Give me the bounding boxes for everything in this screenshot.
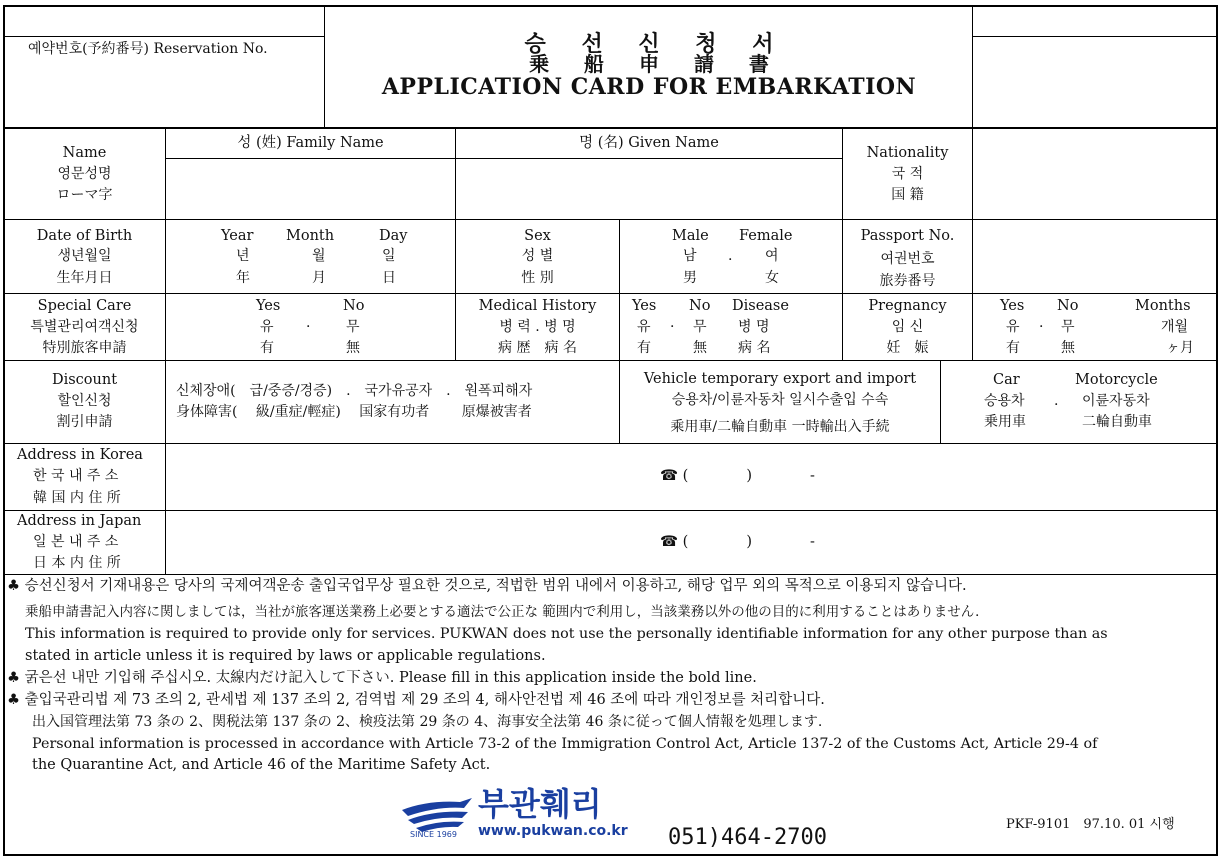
discount-options-ko: 신체장애( 급/중증/경증) . 국가유공자 . 원폭피해자 <box>176 383 533 399</box>
female-label-en: Female <box>739 228 793 244</box>
vehicle-separator: . <box>1054 393 1059 409</box>
special-care-label-en: Special Care <box>37 298 132 314</box>
disease-label-ja: 病 名 <box>738 340 771 356</box>
note-line: Personal information is processed in accordance with Article 73-2 of the Immigration Control Act, Article 137-2 of the Customs Act, Article 29-4 of <box>32 736 1098 752</box>
special-care-label-ko: 특별관리여객신청 <box>30 319 139 335</box>
male-label-en: Male <box>672 228 709 244</box>
disease-label-en: Disease <box>732 298 789 314</box>
no-label-en: No <box>343 298 365 314</box>
family-name-label: 성 (姓) Family Name <box>237 135 384 151</box>
company-since: SINCE 1969 <box>410 830 457 839</box>
yes-no-separator: · <box>306 319 311 335</box>
no-label-ja: 無 <box>346 340 360 356</box>
family-name-field[interactable] <box>166 159 455 219</box>
reservation-label: 예약번호(予約番号) Reservation No. <box>28 41 268 57</box>
address-japan-field[interactable] <box>166 511 656 574</box>
company-logo <box>398 786 638 846</box>
vehicle-label-ko: 승용차/이륜자동차 일시수출입 수속 <box>671 392 889 408</box>
medical-no-label-ja: 無 <box>693 340 707 356</box>
month-label-en: Month <box>286 228 335 244</box>
year-label-ko: 년 <box>236 248 250 264</box>
nationality-label-en: Nationality <box>866 145 949 161</box>
year-label-ja: 年 <box>236 270 250 286</box>
vehicle-label-ja: 乘用車/二輪自動車 一時輸出入手続 <box>670 419 890 435</box>
car-label-en: Car <box>993 372 1020 388</box>
pregnancy-selector[interactable] <box>973 294 1216 360</box>
months-label-ko: 개월 <box>1161 319 1189 335</box>
office-use-field[interactable] <box>973 37 1216 127</box>
passport-label-ja: 旅券番号 <box>879 273 936 289</box>
medical-separator: · <box>670 319 675 335</box>
medical-history-label-ja: 病 歴 病 名 <box>498 340 577 356</box>
note-line: This information is required to provide only for services. PUKWAN does not use the personally identifiable information for any other purpose than as <box>25 626 1108 642</box>
sex-selector[interactable] <box>620 220 842 293</box>
address-korea-label-ko: 한 국 내 주 소 <box>33 468 119 484</box>
medical-history-label-ko: 병 력 . 병 명 <box>499 319 576 335</box>
discount-label-en: Discount <box>51 372 118 388</box>
address-japan-phone[interactable]: ☎ ( ) - <box>660 534 815 550</box>
months-label-ja: ヶ月 <box>1166 340 1194 356</box>
car-label-ko: 승용차 <box>984 393 1025 409</box>
year-label-en: Year <box>221 228 254 244</box>
medical-no-label-en: No <box>689 298 711 314</box>
sex-separator: . <box>728 248 733 264</box>
reservation-field[interactable] <box>4 62 324 126</box>
note-line: the Quarantine Act, and Article 46 of the Maritime Safety Act. <box>32 757 491 773</box>
medical-yes-label-ko: 유 <box>637 319 651 335</box>
name-label-en: Name <box>62 145 107 161</box>
day-label-ja: 日 <box>382 270 396 286</box>
note-line: stated in article unless it is required by laws or applicable regulations. <box>25 648 546 664</box>
medical-no-label-ko: 무 <box>693 319 707 335</box>
discount-label-ja: 割引申請 <box>56 414 113 430</box>
address-korea-phone[interactable]: ☎ ( ) - <box>660 468 815 484</box>
sex-label-ko: 성 별 <box>521 248 554 264</box>
address-japan-label-ko: 일 본 내 주 소 <box>33 534 119 550</box>
month-label-ko: 월 <box>312 248 326 264</box>
discount-selector[interactable] <box>166 361 619 443</box>
company-phone: 051)464-2700 <box>668 825 827 850</box>
medical-yes-label-en: Yes <box>632 298 657 314</box>
dob-label-ko: 생년월일 <box>57 248 112 264</box>
vehicle-type-selector[interactable] <box>941 361 1216 443</box>
note-line: 出入国管理法第 73 条の 2、関税法第 137 条の 2、検疫法第 29 条の 4、海事安全法第 46 条に従って個人情報を処理します. <box>32 714 823 730</box>
pregnancy-yes-label-ja: 有 <box>1006 340 1020 356</box>
nationality-label-ja: 国 籍 <box>891 187 924 203</box>
yes-label-ja: 有 <box>260 340 274 356</box>
given-name-label: 명 (名) Given Name <box>579 135 719 151</box>
address-japan-label-ja: 日 本 内 住 所 <box>33 555 121 571</box>
male-label-ja: 男 <box>683 270 697 286</box>
discount-options-ja: 身体障害( 級/重症/輕症) 国家有功者 原爆被害者 <box>176 404 532 420</box>
sex-label-en: Sex <box>524 228 551 244</box>
medical-history-selector[interactable] <box>620 294 842 360</box>
vehicle-label-en: Vehicle temporary export and import <box>643 371 917 387</box>
pregnancy-no-label-ko: 무 <box>1061 319 1075 335</box>
male-label-ko: 남 <box>683 248 697 264</box>
given-name-field[interactable] <box>456 159 842 219</box>
female-label-ja: 女 <box>765 270 779 286</box>
car-label-ja: 乗用車 <box>984 414 1026 430</box>
sex-label-ja: 性 別 <box>521 270 554 286</box>
special-care-label-ja: 特別旅客申請 <box>42 340 127 356</box>
special-care-selector[interactable] <box>166 294 455 360</box>
company-url: www.pukwan.co.kr <box>478 823 628 839</box>
nationality-field[interactable] <box>973 128 1216 219</box>
pregnancy-yes-label-ko: 유 <box>1006 319 1020 335</box>
note-line: 乗船申請書記入内容に関しましては，当社が旅客運送業務上必要とする適法で公正な 範囲内で利用し，当該業務以外の他の目的に利用することはありません． <box>25 604 989 620</box>
title-korean: 승 선 신 청 서 <box>524 31 788 57</box>
address-korea-label-en: Address in Korea <box>17 447 143 463</box>
form-code: PKF-9101 97.10. 01 시행 <box>1006 817 1175 832</box>
medical-yes-label-ja: 有 <box>637 340 651 356</box>
female-label-ko: 여 <box>765 248 779 264</box>
motorcycle-label-ko: 이륜자동차 <box>1082 393 1150 409</box>
pregnancy-separator: · <box>1039 319 1044 335</box>
address-korea-field[interactable] <box>166 444 656 510</box>
no-label-ko: 무 <box>346 319 360 335</box>
motorcycle-label-en: Motorcycle <box>1075 372 1158 388</box>
day-label-en: Day <box>379 228 408 244</box>
name-label-ja: ローマ字 <box>56 187 113 203</box>
nationality-label-ko: 국 적 <box>891 166 924 182</box>
dob-field[interactable] <box>166 220 455 293</box>
motorcycle-label-ja: 二輪自動車 <box>1082 414 1152 430</box>
company-name: 부관훼리 <box>478 785 602 823</box>
pregnancy-no-label-en: No <box>1057 298 1079 314</box>
pregnancy-no-label-ja: 無 <box>1061 340 1075 356</box>
passport-label-en: Passport No. <box>860 228 955 244</box>
day-label-ko: 일 <box>382 248 396 264</box>
passport-field[interactable] <box>973 220 1216 293</box>
dob-label-ja: 生年月日 <box>56 270 113 286</box>
passport-label-ko: 여권번호 <box>880 251 935 267</box>
note-line: ♣ 굵은선 내만 기입해 주십시오. 太線内だけ記入して下さい. Please fill in this application inside the bold line. <box>7 670 757 686</box>
discount-label-ko: 할인신청 <box>57 393 112 409</box>
dob-label-en: Date of Birth <box>36 228 133 244</box>
note-line: ♣ 출입국관리법 제 73 조의 2, 관세법 제 137 조의 2, 검역법 제 29 조의 4, 해사안전법 제 46 조에 따라 개인정보를 처리합니다. <box>7 692 825 708</box>
address-japan-label-en: Address in Japan <box>17 513 142 529</box>
page-title: APPLICATION CARD FOR EMBARKATION <box>381 74 917 100</box>
month-label-ja: 月 <box>312 270 326 286</box>
disease-label-ko: 병 명 <box>738 319 770 335</box>
medical-history-label-en: Medical History <box>478 298 597 314</box>
name-label-ko: 영문성명 <box>57 166 112 182</box>
address-korea-label-ja: 韓 国 内 住 所 <box>33 490 121 506</box>
months-label-en: Months <box>1135 298 1191 314</box>
pregnancy-yes-label-en: Yes <box>1000 298 1025 314</box>
pregnancy-label-ko: 임 신 <box>891 319 924 335</box>
yes-label-en: Yes <box>256 298 281 314</box>
title-japanese: 乗 船 申 請 書 <box>529 52 783 76</box>
note-line: ♣ 승선신청서 기재내용은 당사의 국제여객운송 출입국업무상 필요한 것으로, 적법한 범위 내에서 이용하고, 해당 업무 외의 목적으로 이용되지 않습니다. <box>7 578 967 594</box>
pregnancy-label-ja: 妊 娠 <box>886 340 929 356</box>
pregnancy-label-en: Pregnancy <box>868 298 947 314</box>
yes-label-ko: 유 <box>260 319 274 335</box>
